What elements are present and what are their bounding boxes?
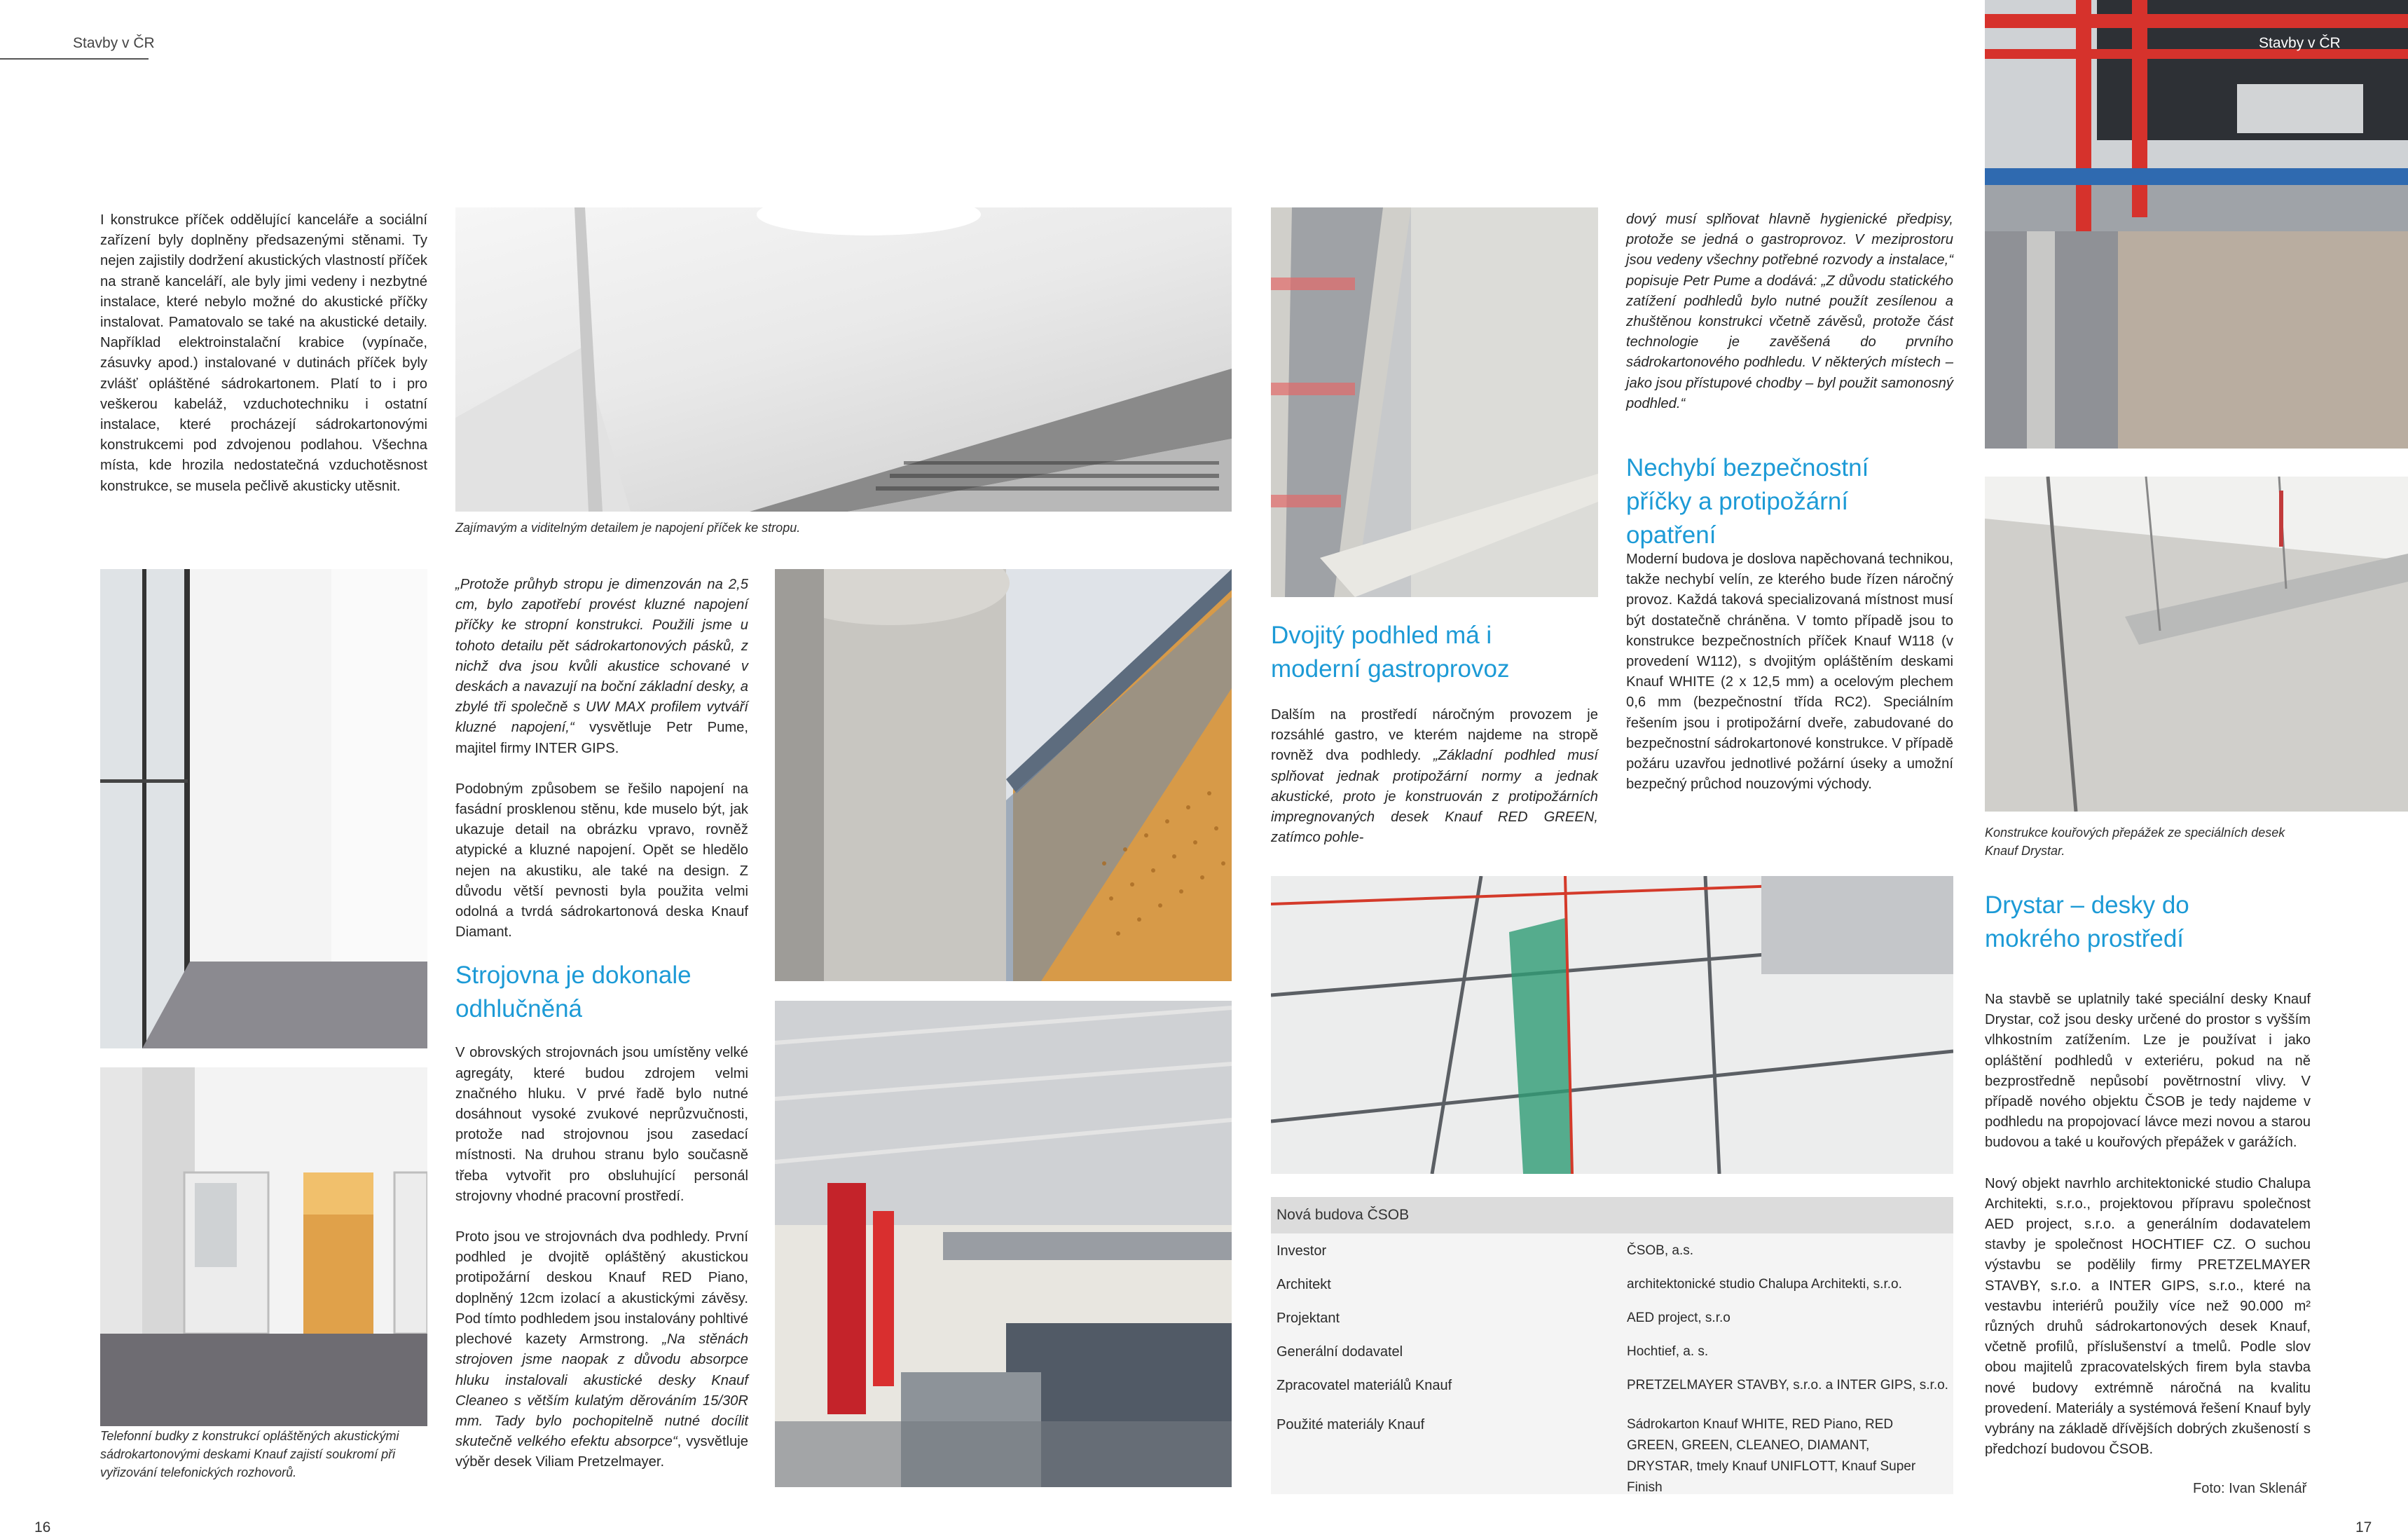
running-head-left: Stavby v ČR	[73, 35, 155, 51]
info-label: Zpracovatel materiálů Knauf	[1277, 1378, 1452, 1393]
info-value: Hochtief, a. s.	[1627, 1344, 1709, 1359]
heading-double-ceiling: Dvojitý podhled má i moderní gastroprovoz	[1271, 622, 1510, 683]
engine-text-2-end: , vysvětluje výběr desek Viliam Pretzelmayer.	[455, 1434, 748, 1470]
running-head-rule-left	[0, 58, 149, 60]
photo-phone-booth	[100, 569, 427, 1048]
info-table-row	[1271, 1341, 1953, 1375]
double-text-quote: „Základní podhled musí splňovat jednak protipožární normy a jednak akustické, proto je konstruován z protipožárních impregnovaných desek Knauf RED GREEN, zatímco pohle-	[1271, 748, 1598, 846]
photo-credit: Foto: Ivan Sklenář	[2193, 1481, 2307, 1496]
running-head-right: Stavby v ČR	[2259, 35, 2341, 51]
heading-drystar: Drystar – desky do mokrého prostředí	[1985, 891, 2189, 952]
info-table-row	[1271, 1308, 1953, 1341]
intro-text: I konstrukce příček oddělující kanceláře a sociální zařízení byly doplněny předsazenými stěnami. Ty nejen zajistily dodržení akustických vlastností příček na straně kanceláří, ale byly jimi vedeny i nezbytné instalace, které nebylo možné do akustické příčky instalovat. Pamatovalo se také na akustické detaily. Například elektroinstalační krabice (vypínače, zásuvky apod.) instalované v dutinách příček byly zvlášť opláštěné sádrokartonem. Platí to i pro veškerou kabeláž, vzduchotechniku i ostatní instalace, které procházejí sádrokartonovými konstrukcemi pod zdvojenou podlahou. Všechna místa, kde hrozila nedostatečná vzduchotěsnost konstrukce, se musela pečlivě akusticky utěsnit.	[100, 212, 427, 494]
info-label: Použité materiály Knauf	[1277, 1417, 1425, 1432]
caption-drystar: Konstrukce kouřových přepážek ze speciálních desek Knauf Drystar.	[1985, 826, 2285, 858]
photo-gastro-ceiling	[1271, 207, 1598, 597]
quote-text: „Protože průhyb stropu je dimenzován na 2,5 cm, bylo zapotřebí provést kluzné napojení příčky ke stropní konstrukci. Použili jsme u tohoto detailu pět sádrokartonových pásků, z nichž dva jsou kvůli akustice schované v deskách a navazují na boční základní desky, a zbylé tři společně s UW MAX profilem vytváří kluzné napojení,“	[455, 577, 748, 736]
security-text: Moderní budova je doslova napěchovaná technikou, takže nechybí velín, ze kterého bude řízen náročný provoz. Každá taková specializovaná místnost musí být dostatečně chráněna. V tomto případě jsou to konstrukce bezpečnostních příček Knauf W118 (v provedení W112), s dvojitým opláštěním deskami Knauf WHITE (2 x 12,5 mm) a ocelovým plechem 0,6 mm (bezpečnostní třída RC2). Speciálním řešením jsou i protipožární dveře, zabudované do bezpečnostní sádrokartonové konstrukce. V případě požáru uzavřou jednotlivé požární úseky a umožní bezpečný průchod nouzovými východy.	[1626, 552, 1953, 793]
info-table	[1271, 1197, 1953, 1494]
photo-engine-room	[775, 1001, 1232, 1487]
heading-security: Nechybí bezpečnostní příčky a protipožární opatření	[1626, 454, 1869, 549]
drystar-text-2: Nový objekt navrhlo architektonické studio Chalupa Architekti, s.r.o., projektovou přípravu společnost AED project, s.r.o. a generálním dodavatelem stavby je společnost HOCHTIEF CZ. O suchou výstavbu se podělily firmy PRETZELMAYER STAVBY, s.r.o. a INTER GIPS, s.r.o., které na vestavbu interiérů použily více než 90.000 m² různých druhů sádrokartonových desek Knauf, včetně profilů, příslušenství a tmelů. Podle slov obou majitelů zpracovatelských firem byla stavba nové budovy extrémně náročná na kvalitu provedení. Materiály a systémová řešení Knauf byly vybrány na základě dřívějších dobrých zkušeností s předchozí budovou ČSOB.	[1985, 1175, 2311, 1458]
engine-text-2: Proto jsou ve strojovnách dva podhledy. První podhled je dvojitě opláštěný akustickou protipožární deskou Knauf RED Piano, doplněný 12cm izolací a akustickými závěsy. Pod tímto podhledem jsou instalovány pohltivé plechové kazety Armstrong.	[455, 1229, 748, 1348]
info-table-row	[1271, 1375, 1953, 1414]
info-value: architektonické studio Chalupa Architekti, s.r.o.	[1627, 1277, 1902, 1292]
page-number-right: 17	[2355, 1519, 2372, 1535]
engine-text-2-quote: „Na stěnách strojoven jsme naopak z důvodu absorpce hluku instalovali akustické desky Knauf Cleaneo s větším kulatým děrováním 15/30R mm. Tady bylo pochopitelně nutné docílit skutečně velkého efektu absorpce“	[455, 1332, 748, 1450]
facade-text: Podobným způsobem se řešilo napojení na fasádní prosklenou stěnu, kde muselo být, jak ukazuje detail na obrázku vpravo, rovněž atypické a kluzné napojení. Opět se hledělo nejen na akustiku, ale také na design. Z důvodu větší pevnosti byla použita velmi odolná a tvrdá sádrokartonová deska Knauf Diamant.	[455, 781, 748, 940]
drystar-column	[1985, 990, 2311, 1460]
info-value: Sádrokarton Knauf WHITE, RED Piano, RED GREEN, GREEN, CLEANEO, DIAMANT, DRYSTAR, tmely Knauf UNIFLOTT, Knauf Super Finish	[1627, 1417, 1916, 1495]
engine-text-1: V obrovských strojovnách jsou umístěny velké agregáty, které budou zdrojem velmi značného hluku. V prvé řadě bylo nutné dosáhnout vysoké zvukové neprůzvučnosti, protože nad strojovnou jsou zasedací místnosti. Na druhou stranu bylo současně třeba vytvořit pro obsluhující personál strojovny vhodné pracovní prostředí.	[455, 1045, 748, 1204]
info-table-title: Nová budova ČSOB	[1271, 1197, 1953, 1233]
info-label: Projektant	[1277, 1311, 1340, 1326]
photo-pipes	[1985, 0, 2408, 449]
info-value: ČSOB, a.s.	[1627, 1243, 1694, 1258]
caption-booths: Telefonní budky z konstrukcí opláštěných akustickými sádrokartonovými deskami Knauf zajistí soukromí při vyřizování telefonických rozhovorů.	[100, 1429, 399, 1479]
drystar-text-1: Na stavbě se uplatnily také speciální desky Knauf Drystar, což jsou desky určené do prostor s vyšším vlhkostním zatížením. Lze je používat i jako opláštění podhledů v exteriéru, pokud na ně bezprostředně nepůsobí povětrnostní vlivy. V případě nového objektu ČSOB je tedy najdeme v podhledu na propojovací lávce mezi novou a starou budovou a také u kouřových přepážek v garážích.	[1985, 992, 2311, 1151]
photo-smoke-barrier	[1985, 477, 2408, 812]
quote-attribution: vysvětluje Petr Pume, majitel firmy INTER GIPS.	[455, 720, 748, 756]
info-label: Generální dodavatel	[1277, 1344, 1403, 1360]
photo-ceiling-junction	[455, 207, 1232, 512]
info-table-row	[1271, 1274, 1953, 1308]
photo-booth-doors	[100, 1067, 427, 1426]
info-table-row	[1271, 1414, 1953, 1498]
double-text-plain: Dalším na prostředí náročným provozem je rozsáhlé gastro, ve kterém najdeme na stropě rovněž dva podhledy.	[1271, 707, 1598, 764]
photo-column-wall	[775, 569, 1232, 981]
caption-ceiling: Zajímavým a viditelným detailem je napojení příček ke stropu.	[455, 521, 801, 535]
info-label: Architekt	[1277, 1277, 1331, 1292]
quote-column	[455, 575, 748, 1473]
page-number-left: 16	[34, 1519, 51, 1535]
info-value: AED project, s.r.o	[1627, 1311, 1731, 1325]
info-value: PRETZELMAYER STAVBY, s.r.o. a INTER GIPS, s.r.o.	[1627, 1378, 1948, 1393]
info-table-row	[1271, 1240, 1953, 1274]
heading-engine-room: Strojovna je dokonale odhlučněná	[455, 962, 692, 1023]
photo-ceiling-grid	[1271, 876, 1953, 1174]
info-table-rows	[1271, 1233, 1953, 1498]
info-label: Investor	[1277, 1243, 1327, 1259]
col-top-quote: dový musí splňovat hlavně hygienické předpisy, protože se jedná o gastroprovoz. V meziprostoru jsou vedeny všechny potřebné rozvody a instalace,“ popisuje Petr Pume a dodává: „Z důvodu statického zatížení podhledů bylo nutné použít zesílenou a zhuštěnou konstrukci včetně závěsů, protože část technologie je zavěšená do prvního sádrokartonového podhledu. V některých místech – jako jsou přístupové chodby – byl použit samonosný podhled.“	[1626, 212, 1953, 411]
double-text	[1271, 705, 1598, 848]
